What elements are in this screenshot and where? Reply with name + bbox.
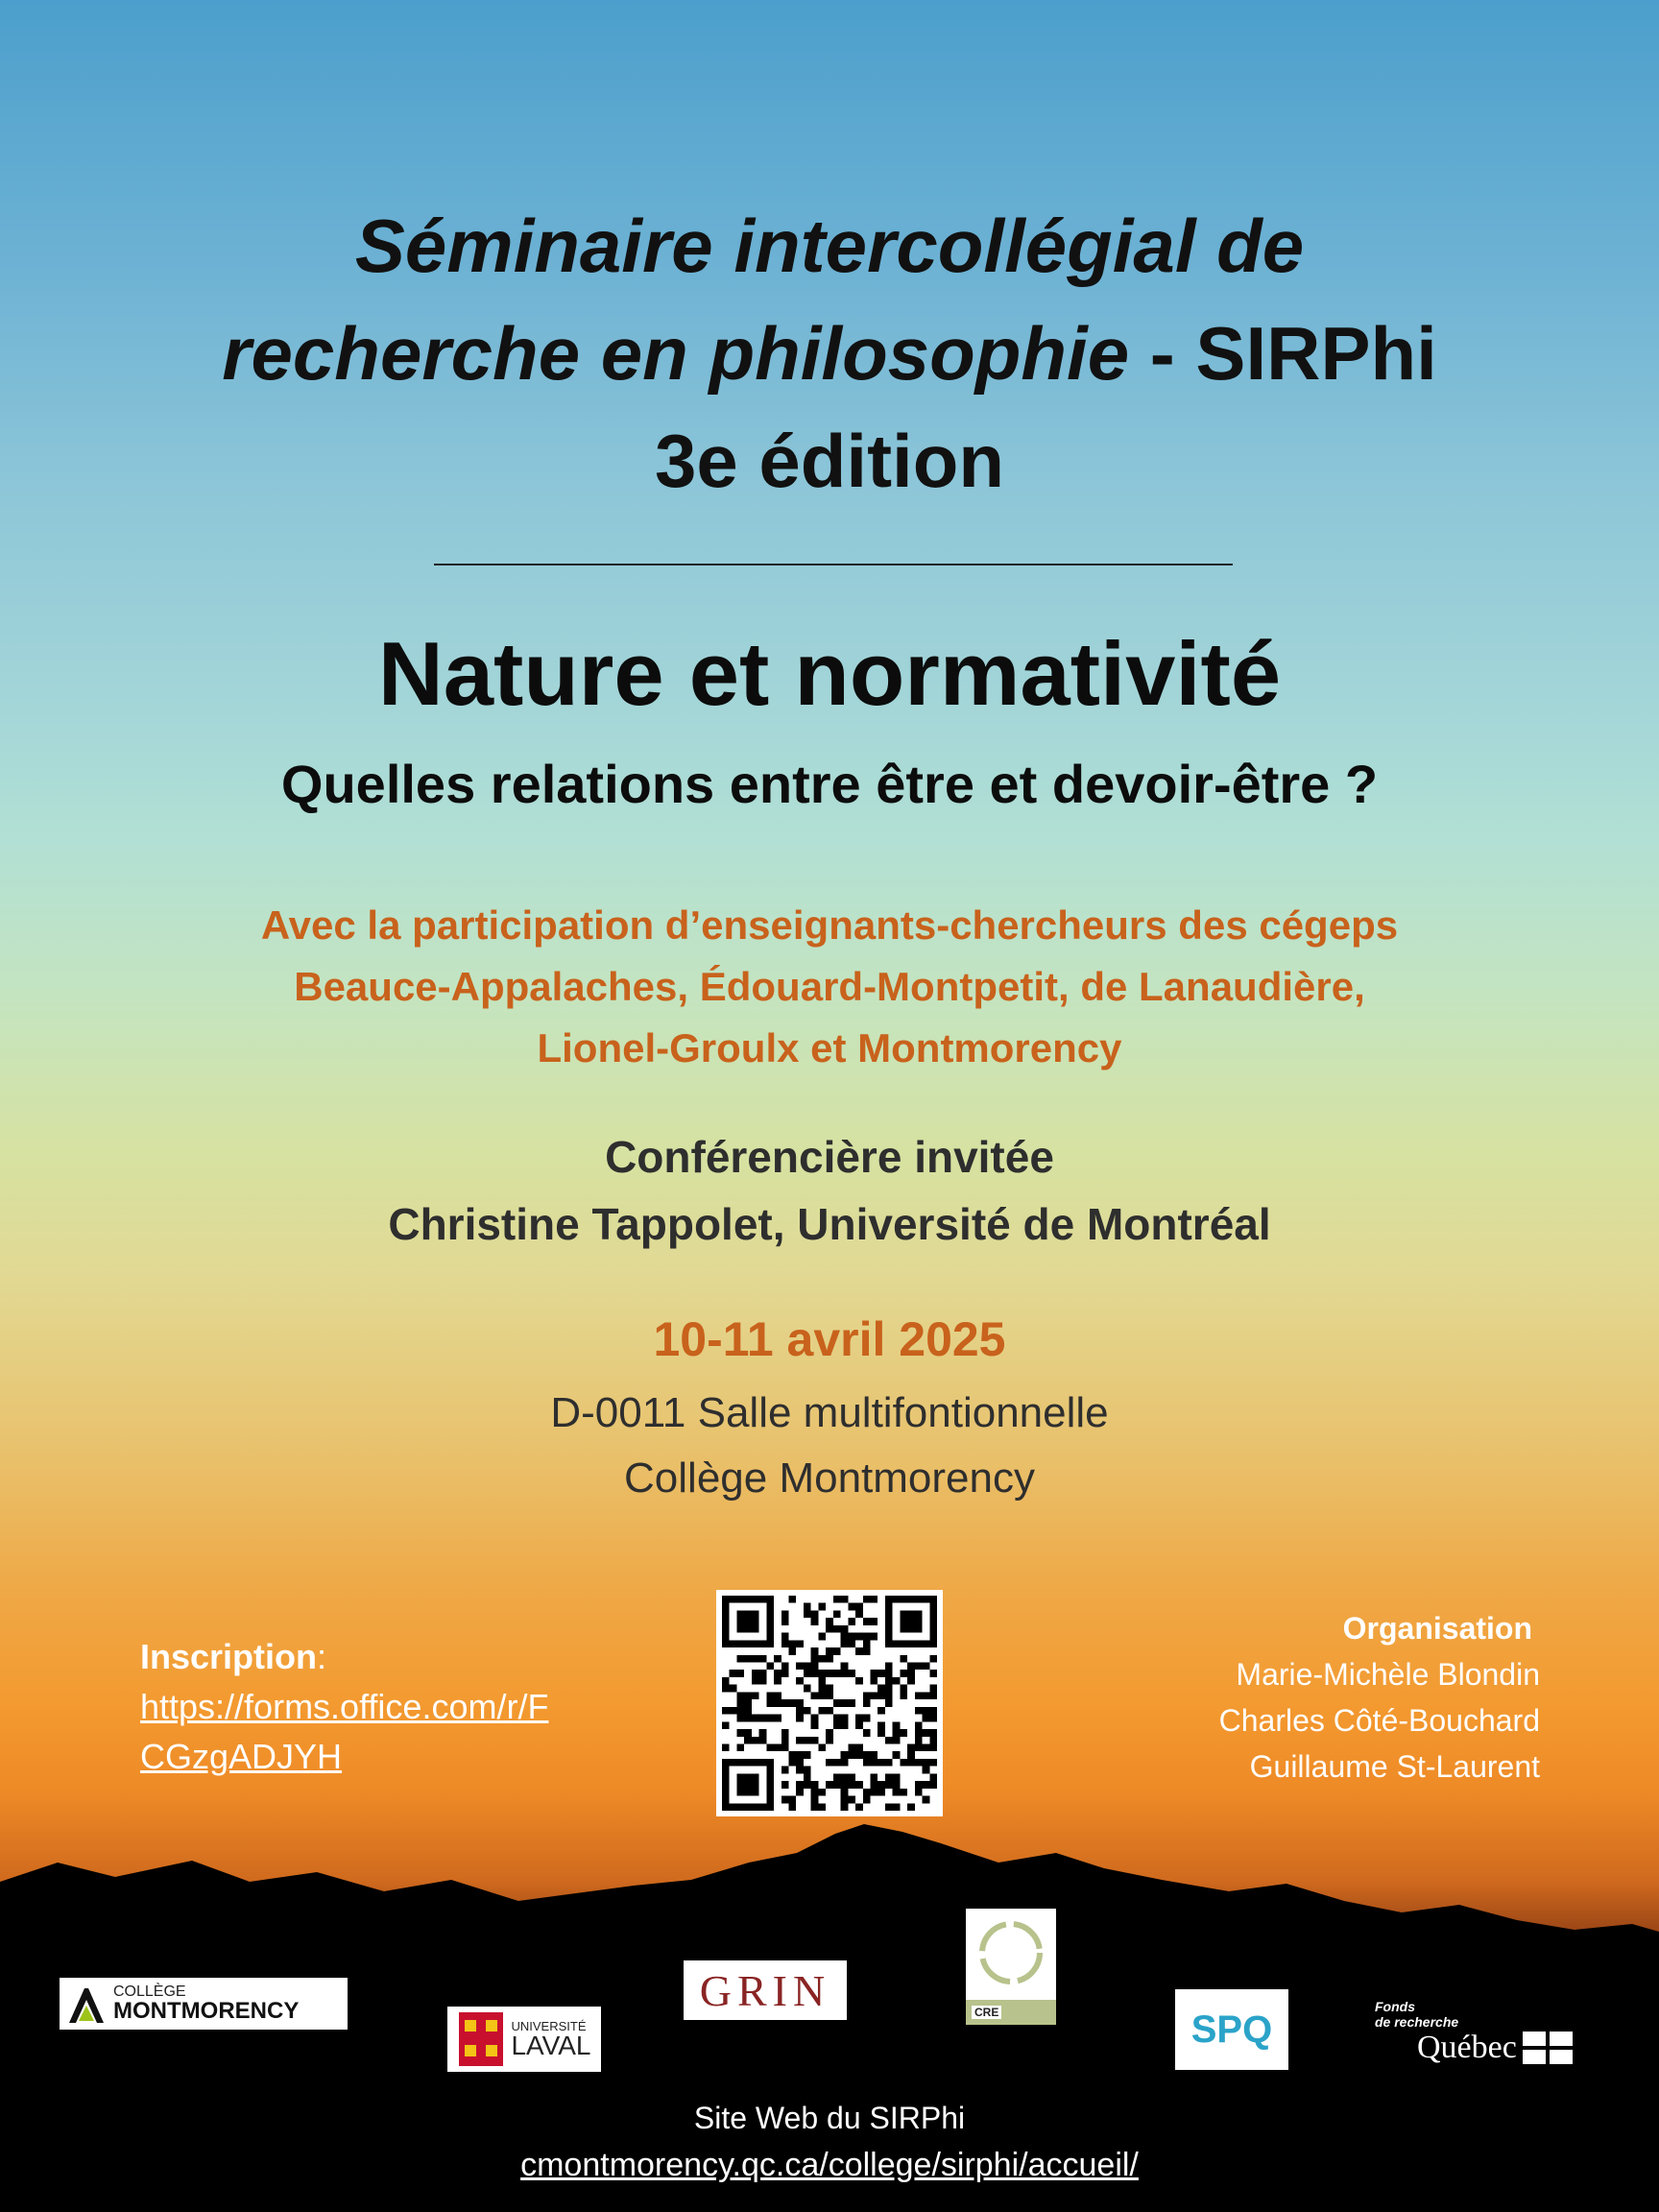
cre-circle-icon: [966, 1909, 1056, 1995]
website-link[interactable]: cmontmorency.qc.ca/college/sirphi/accueil/: [520, 2147, 1139, 2183]
website-label: Site Web du SIRPhi: [693, 2101, 966, 2135]
event-date: 10-11 avril 2025: [653, 1312, 1006, 1366]
fleur-de-lys-flag-icon: [1523, 2032, 1573, 2064]
participation-text: Avec la participation d’enseignants-chercheurs des cégeps Beauce-Appalaches, Édouard-Montpetit, de Lanaudière, Lionel-Groulx et Montmorency: [260, 902, 1399, 1070]
organisation-member: Marie-Michèle Blondin: [1236, 1657, 1540, 1692]
universite-laval-logo: UNIVERSITÉ LAVAL: [447, 2007, 601, 2072]
edition-label: 3e édition: [654, 419, 1005, 503]
organisation-member: Charles Côté-Bouchard: [1218, 1703, 1540, 1738]
event-room: D-0011 Salle multifontionnelle: [550, 1389, 1109, 1436]
qr-code-icon: [722, 1596, 937, 1811]
event-place: Collège Montmorency: [624, 1455, 1035, 1502]
guest-speaker-label: Conférencière invitée: [605, 1132, 1054, 1182]
spq-logo: SPQ: [1175, 1989, 1288, 2070]
inscription-link[interactable]: https://forms.office.com/r/FCGzgADJYH: [140, 1687, 549, 1776]
frq-quebec-logo: Fonds de recherche Québec: [1375, 1999, 1605, 2068]
organisation-member: Guillaume St-Laurent: [1249, 1749, 1540, 1784]
title-divider: [434, 564, 1233, 565]
college-montmorency-logo: COLLÈGE MONTMORENCY: [60, 1978, 348, 2030]
montmorency-a-icon: [65, 1983, 108, 2025]
inscription-label: Inscription: [140, 1637, 318, 1676]
cre-logo: CRE: [966, 1909, 1056, 2020]
theme-title: Nature et normativité: [377, 623, 1282, 724]
series-title: [0, 192, 1659, 515]
series-title-line1: Séminaire intercollégial de: [354, 204, 1305, 288]
series-title-line2: recherche en philosophie - SIRPhi: [222, 311, 1437, 396]
inscription-block: Inscription: https://forms.office.com/r/FCGzgADJYH: [140, 1637, 549, 1776]
organisation-label: Organisation: [1342, 1611, 1532, 1646]
qr-code-image: [716, 1590, 943, 1816]
laval-crest-icon: [457, 2010, 505, 2068]
grin-logo: GRIN: [684, 1960, 847, 2020]
guest-speaker-name: Christine Tappolet, Université de Montréal: [388, 1199, 1271, 1249]
organisation-block: [1075, 1605, 1540, 1790]
event-venue: [0, 1381, 1659, 1511]
theme-subtitle: Quelles relations entre être et devoir-être ?: [280, 754, 1379, 814]
